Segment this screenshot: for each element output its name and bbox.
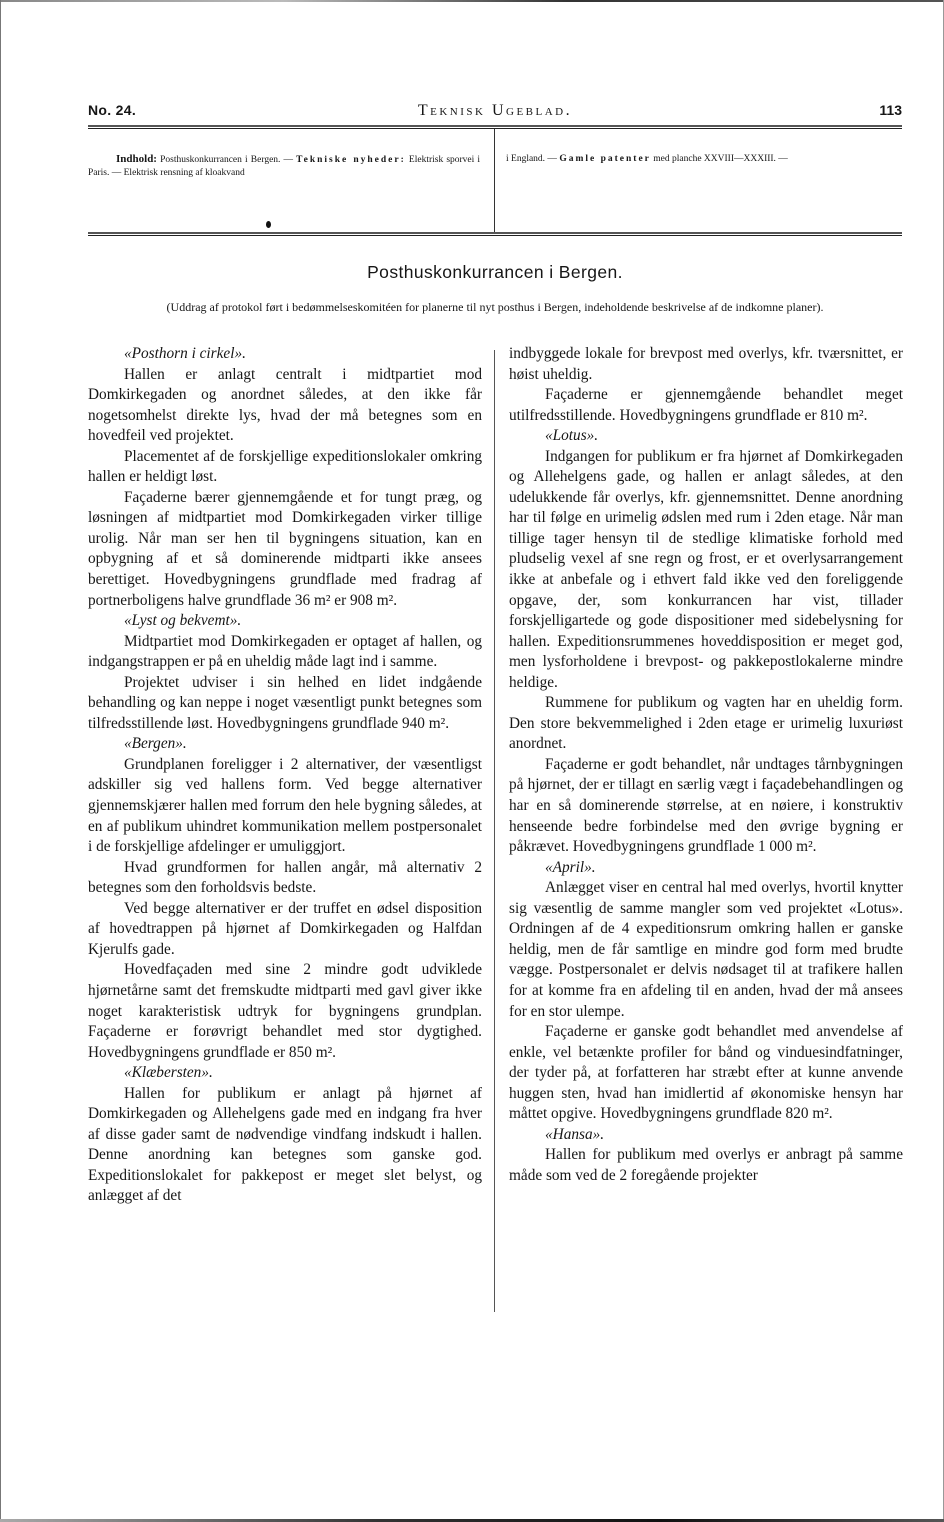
contents-left-column: [88, 153, 480, 180]
body-paragraph: Projektet udviser i sin helhed en lidet indgående behandling og kan neppe i noget væsentligt punkt betegnes som tilfredsstillende løst. Hovedbygningens grundflade 940 m².: [88, 673, 482, 732]
project-heading: «Lyst og bekvemt».: [124, 612, 242, 630]
body-paragraph: Façaderne bærer gjennemgående et for tungt præg, og løsningen af midtpartiet mod Domkirkegaden virker tillige urolig. Når man ser hen til bygningens situation, kan en opbygning af et så dominerende midtparti ikke ansees berettiget. Hovedbygningens grundflade med fradrag af portnerboligens halve grundflade 36 m² er 908 m².: [88, 488, 482, 609]
scan-edge-top: [0, 0, 944, 2]
journal-title: Teknisk Ugeblad.: [417, 102, 573, 119]
article-title: Posthuskonkurrancen i Bergen.: [367, 262, 623, 282]
contents-right-column: [506, 153, 902, 166]
page-number: 113: [879, 102, 902, 118]
body-paragraph: Hallen er anlagt centralt i midtpartiet mod Domkirkegaden og anordnet således, at den ikke får nogetsomhelst direkte lys, hvad der må betegnes som en hovedfeil ved projektet.: [88, 365, 482, 445]
issue-number: No. 24.: [88, 102, 137, 118]
contents-entry: Posthuskonkurrancen i Bergen. —: [160, 155, 294, 165]
body-paragraph: Façaderne er gjennemgående behandlet meget utilfredsstillende. Hovedbygningens grundflade er 810 m².: [509, 386, 903, 424]
body-paragraph: Hovedfaçaden med sine 2 mindre godt udviklede hjørnetårne samt det fremskudte midtparti med gavl giver ikke noget karakteristisk udtryk for bygningens grundplan. Façaderne er forøvrigt behandlet med stor dygtighed. Hovedbygningens grundflade er 850 m².: [88, 961, 482, 1061]
column-divider: [494, 350, 495, 1312]
running-head: [88, 102, 902, 124]
project-heading: «Hansa».: [545, 1125, 605, 1143]
project-heading: «Bergen».: [124, 735, 187, 753]
contents-entry: Elektrisk sporvei i Paris. — Elektrisk rensning af kloakvand: [88, 155, 481, 178]
left-column: [88, 344, 482, 1207]
project-heading: «Klæbersten».: [124, 1064, 213, 1082]
contents-rule: [88, 232, 902, 236]
contents-divider: [494, 129, 495, 234]
body-paragraph: Hallen for publikum er anlagt på hjørnet af Domkirkegaden og Allehelgens gade med en indgang fra hver af disse gader samt de nødvendige vindfang indskudt i hallen. Denne anordning kan betegnes som ganske god. Expeditionslokalet for pakkepost er meget slet belyst, og anlægget af det: [88, 1084, 482, 1205]
project-heading: «April».: [545, 858, 596, 876]
project-heading: «Posthorn i cirkel».: [124, 345, 246, 362]
body-paragraph: Indgangen for publikum er fra hjørnet af Domkirkegaden og Allehelgens gade, og hallen er anlagt således, at den udelukkende får overlys, kfr. gjennemsnittet. Denne anordning har til følge en urimelig ødslen med rum i 2den etage. Når man tillige tager hensyn til de stedlige klimatiske forhold med pludselig vexel af sne regn og frost, er et overlysarrangement ikke at anbefale og i ethvert fald ikke ved den foreliggende opgave, der, som konkurrancen har vist, tillader forskjelligartede og gode dispositioner med sidebelysning for hallen. Expeditionsrummenes hoveddisposition er meget god, men lysforholdene i brevpost- og pakkepostlokalerne mindre heldige.: [509, 447, 903, 691]
contents-entry: med planche XXVIII—XXXIII. —: [653, 154, 788, 164]
body-paragraph: Grundplanen foreligger i 2 alternativer, der væsentligst adskiller sig ved hallens form. Ved begge alternativer gjennemskjærer hallen med forrum den hele bygning således, at en af publikum uhindret kommunikation mellem postpersonalet i de forskjellige afdelinger er umuliggjort.: [88, 755, 482, 856]
contents-entry: i England. —: [506, 154, 557, 164]
table-of-contents: [88, 129, 902, 234]
contents-label: Indhold:: [116, 153, 157, 165]
scan-edge-left: [0, 0, 1, 1522]
continued-paragraph: indbyggede lokale for brevpost med overlys, kfr. tværsnittet, er høist uheldig.: [509, 345, 903, 383]
right-column: [509, 344, 903, 1186]
body-paragraph: Midtpartiet mod Domkirkegaden er optaget af hallen, og indgangstrappen er på en uheldig måde lagt ind i samme.: [88, 632, 482, 671]
contents-section-label: Tekniske nyheder:: [296, 155, 406, 165]
bullet-mark: [266, 221, 271, 228]
article-subtitle: (Uddrag af protokol ført i bedømmelseskomitéen for planerne til nyt posthus i Bergen, indeholdende beskrivelse af de indkomne planer).: [166, 300, 824, 314]
body-paragraph: Ved begge alternativer er der truffet en ødsel disposition af hovedtrappen på hjørnet af Domkirkegaden og Halfdan Kjerulfs gade.: [88, 899, 482, 958]
body-paragraph: Hvad grundformen for hallen angår, må alternativ 2 betegnes som den forholdsvis bedste.: [88, 858, 482, 897]
body-paragraph: Placementet af de forskjellige expeditionslokaler omkring hallen er heldigt løst.: [88, 447, 482, 486]
body-paragraph: Façaderne er ganske godt behandlet med anvendelse af enkle, vel betænkte profiler for bånd og vinduesindfatninger, der tyder på, at forfatteren har stræbt efter at kunne anvende huggen sten, hvad han imidlertid af økonomiske hensyn har måttet opgive. Hovedbygningens grundflade 820 m².: [509, 1023, 903, 1123]
project-heading: «Lotus».: [545, 427, 599, 445]
body-paragraph: Anlægget viser en central hal med overlys, hvortil knytter sig væsentlig de samme mangler som ved projektet «Lotus». Ordningen af de 4 expeditionsrum omkring hallen er ganske heldig, men de får samtlige en mindre god form med brudte vægge. Postpersonalet er delvis nødsaget til at trafikere hallen for at komme fra en afdeling til en anden, hvad der må ansees for en stor ulempe.: [509, 879, 903, 1020]
body-paragraph: Façaderne er godt behandlet, når undtages tårnbygningen på hjørnet, der er tillagt en særlig vægt i façadebehandlingen og har en så dominerende størrelse, at en nøiere, i konstruktiv henseende bedre forbindelse med den øvrige bygning er påkrævet. Hovedbygningens grundflade 1 000 m².: [509, 755, 903, 856]
body-paragraph: Hallen for publikum med overlys er anbragt på samme måde som ved de 2 foregående projekter: [509, 1146, 903, 1184]
contents-section-label: Gamle patenter: [559, 154, 651, 164]
body-paragraph: Rummene for publikum og vagten har en uheldig form. Den store bekvemmelighed i 2den etage er urimelig luxuriøst anordnet.: [509, 694, 903, 753]
